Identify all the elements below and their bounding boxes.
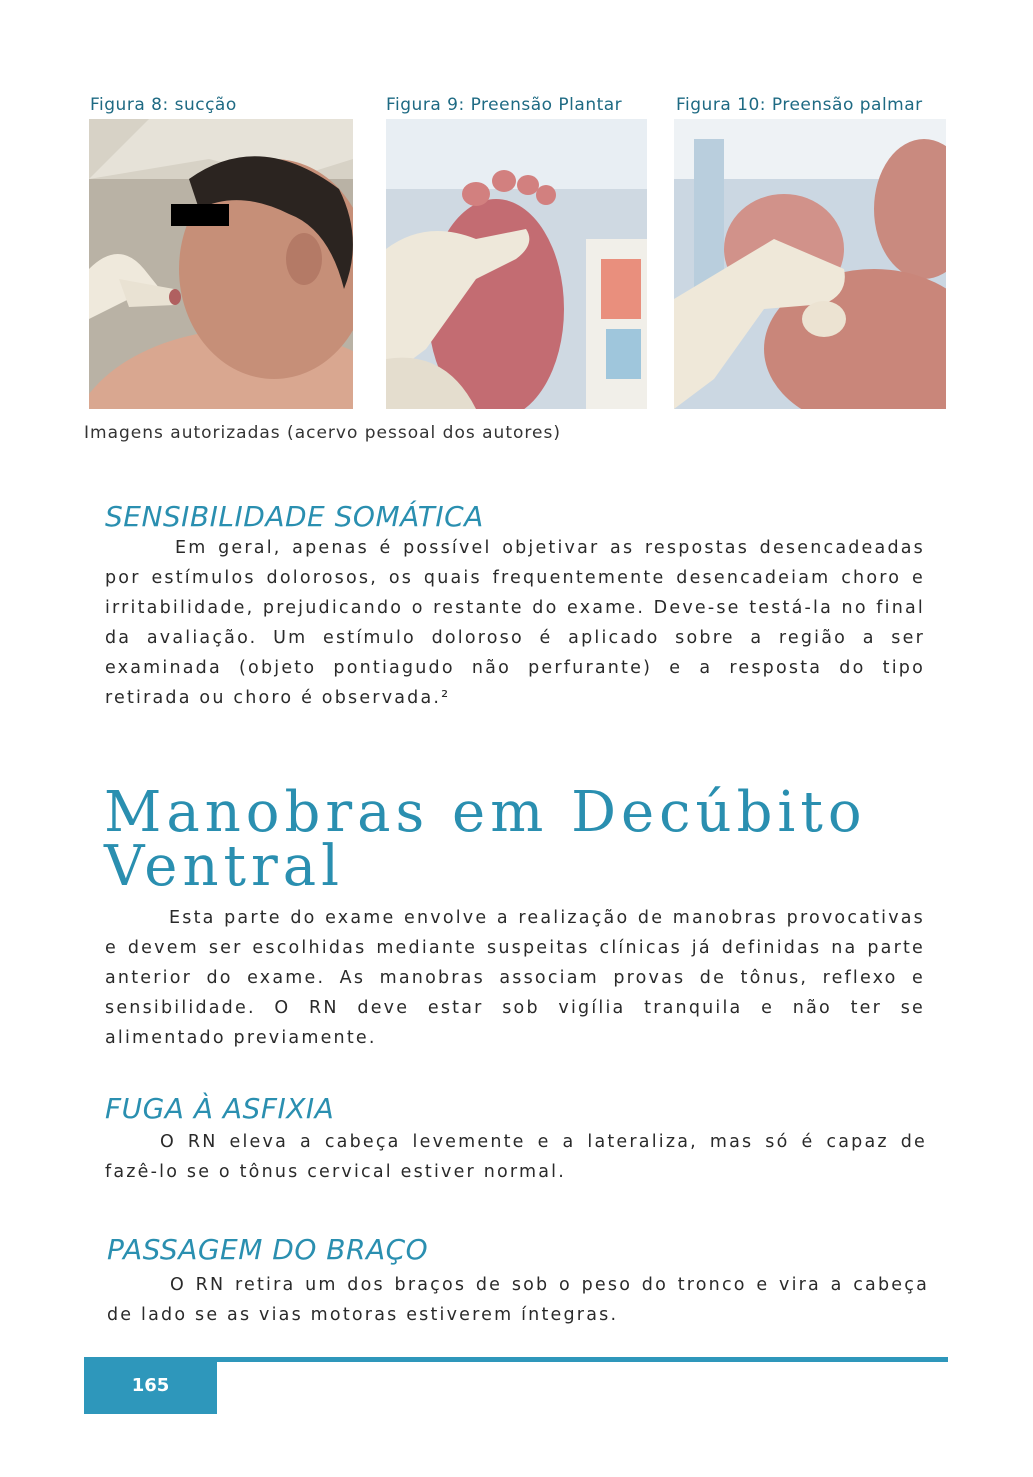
section-title-line2: Ventral: [104, 834, 345, 899]
figure-8-caption: Figura 8: sucção: [90, 95, 237, 115]
paragraph-sensibilidade: Em geral, apenas é possível objetivar as respostas desencadeadas por estímulos dolorosos, os quais frequentemente desencadeiam choro e irritabilidade, prejudicando o restante do exame. Deve-se testá-la no final da avaliação. Um estímulo doloroso é aplicado sobre a região a ser examinada (objeto pontiagudo não perfurante) e a resposta do tipo retirada ou choro é observada.²: [105, 538, 925, 708]
image-credit: Imagens autorizadas (acervo pessoal dos autores): [84, 423, 561, 443]
page-number: 165: [84, 1357, 217, 1414]
figure-8-photo: [89, 119, 353, 409]
paragraph-passagem-braco: O RN retira um dos braços de sob o peso do tronco e vira a cabeça de lado se as vias motoras estiverem íntegras.: [107, 1275, 929, 1325]
heading-fuga-asfixia: FUGA À ASFIXIA: [105, 1092, 335, 1125]
figure-10-caption: Figura 10: Preensão palmar: [676, 95, 923, 115]
figure-9-caption: Figura 9: Preensão Plantar: [386, 95, 623, 115]
heading-sensibilidade: SENSIBILIDADE SOMÁTICA: [105, 500, 484, 533]
figure-10-photo: [674, 119, 946, 409]
paragraph-manobras: Esta parte do exame envolve a realização de manobras provocativas e devem ser escolhidas mediante suspeitas clínicas já definidas na parte anterior do exame. As manobras associam provas de tônus, reflexo e sensibilidade. O RN deve estar sob vigília tranquila e não ter se alimentado previamente.: [105, 908, 925, 1048]
figure-9-photo: [386, 119, 647, 409]
heading-passagem-braco: PASSAGEM DO BRAÇO: [107, 1233, 429, 1266]
section-title-line1: Manobras em Decúbito: [104, 780, 867, 845]
paragraph-fuga-asfixia: O RN eleva a cabeça levemente e a lateraliza, mas só é capaz de fazê-lo se o tônus cervical estiver normal.: [105, 1132, 927, 1182]
